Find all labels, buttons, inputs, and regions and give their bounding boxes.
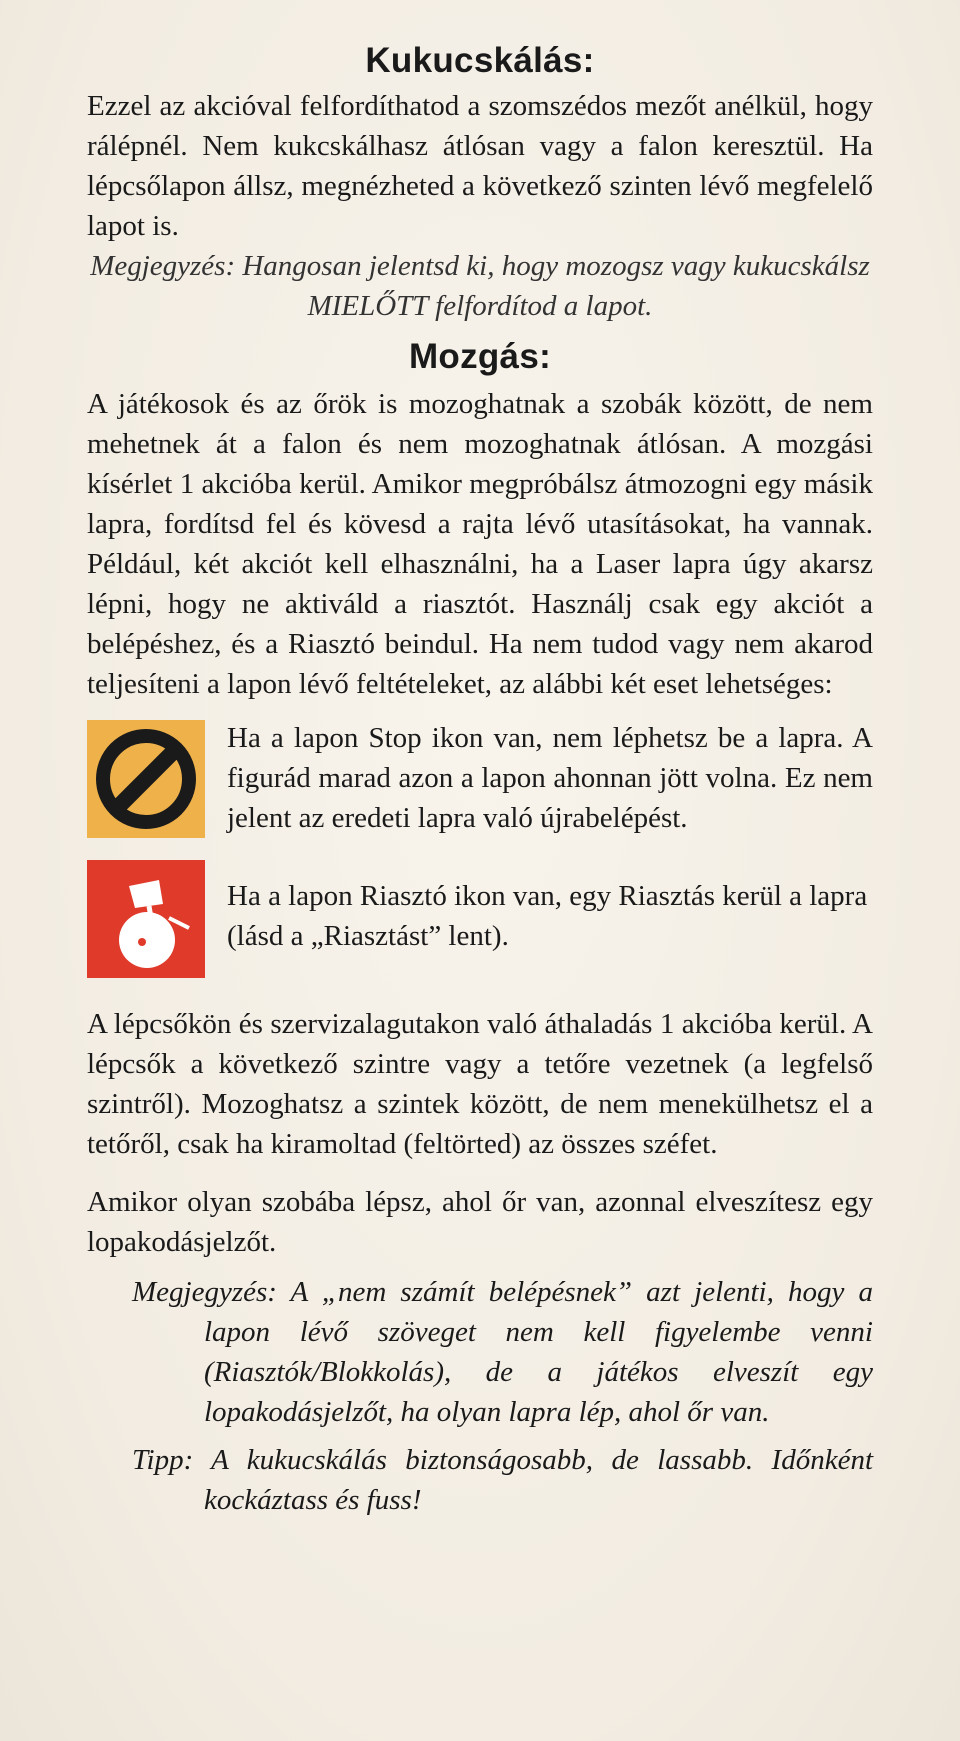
stairs-paragraph: A lépcsőkön és szervizalagutakon való áthaladás 1 akcióba kerül. A lépcsők a következő szintre vagy a tetőre vezetnek (a legfelső szintről). Mozoghatsz a szintek között, de nem menekülhetsz el a tetőről, csak ha kiramoltad (feltörted) az összes széfet.	[87, 1008, 873, 1160]
alarm-text: Ha a lapon Riasztó ikon van, egy Riasztás kerül a lapra (lásd a „Riasztást” lent).	[227, 880, 868, 952]
peek-title: Kukucskálás:	[365, 41, 595, 80]
tip-note: Tipp: A kukucskálás biztonságosabb, de lassabb. Időnként kockáztass és fuss!	[132, 1444, 873, 1516]
peek-body: Ezzel az akcióval felfordíthatod a szomszédos mezőt anélkül, hogy rálépnél. Nem kukcskálhasz átlósan vagy a falon keresztül. Ha lépcsőlapon állsz, megnézheted a következő szinten lévő megfelelő lapot is.	[87, 90, 873, 242]
stop-icon	[87, 720, 205, 838]
stop-text: Ha a lapon Stop ikon van, nem léphetsz be a lapra. A figurád marad azon a lapon ahonnan jött volna. Ez nem jelent az eredeti lapra való újrabelépést.	[227, 722, 873, 834]
alarm-icon	[87, 860, 205, 978]
move-title: Mozgás:	[408, 337, 552, 376]
peek-note: Megjegyzés: Hangosan jelentsd ki, hogy mozogsz vagy kukucskálsz MIELŐTT felfordítod a lapot.	[90, 250, 870, 322]
move-body: A játékosok és az őrök is mozoghatnak a szobák között, de nem mehetnek át a falon és nem mozoghatnak átlósan. A mozgási kísérlet 1 akcióba kerül. Amikor megpróbálsz átmozogni egy másik lapra, fordítsd fel és kövesd a rajta lévő utasításokat, ha vannak. Például, két akciót kell elhasználni, ha a Laser lapra úgy akarsz lépni, hogy ne aktiváld a riasztót. Használj csak egy akciót a belépéshez, és a Riasztó beindul. Ha nem tudod vagy nem akarod teljesíteni a lapon lévő feltételeket, az alábbi két eset lehetséges:	[87, 388, 873, 700]
stop-rule	[87, 718, 873, 838]
move-note: Megjegyzés: A „nem számít belépésnek” azt jelenti, hogy a lapon lévő szöveget nem kell figyelembe venni (Riasztók/Blokkolás), de a játékos elveszít egy lopakodásjelzőt, ha olyan lapra lép, ahol őr van.	[132, 1276, 873, 1428]
guard-paragraph: Amikor olyan szobába lépsz, ahol őr van, azonnal elveszítesz egy lopakodásjelzőt.	[87, 1186, 873, 1258]
alarm-rule	[87, 858, 873, 978]
